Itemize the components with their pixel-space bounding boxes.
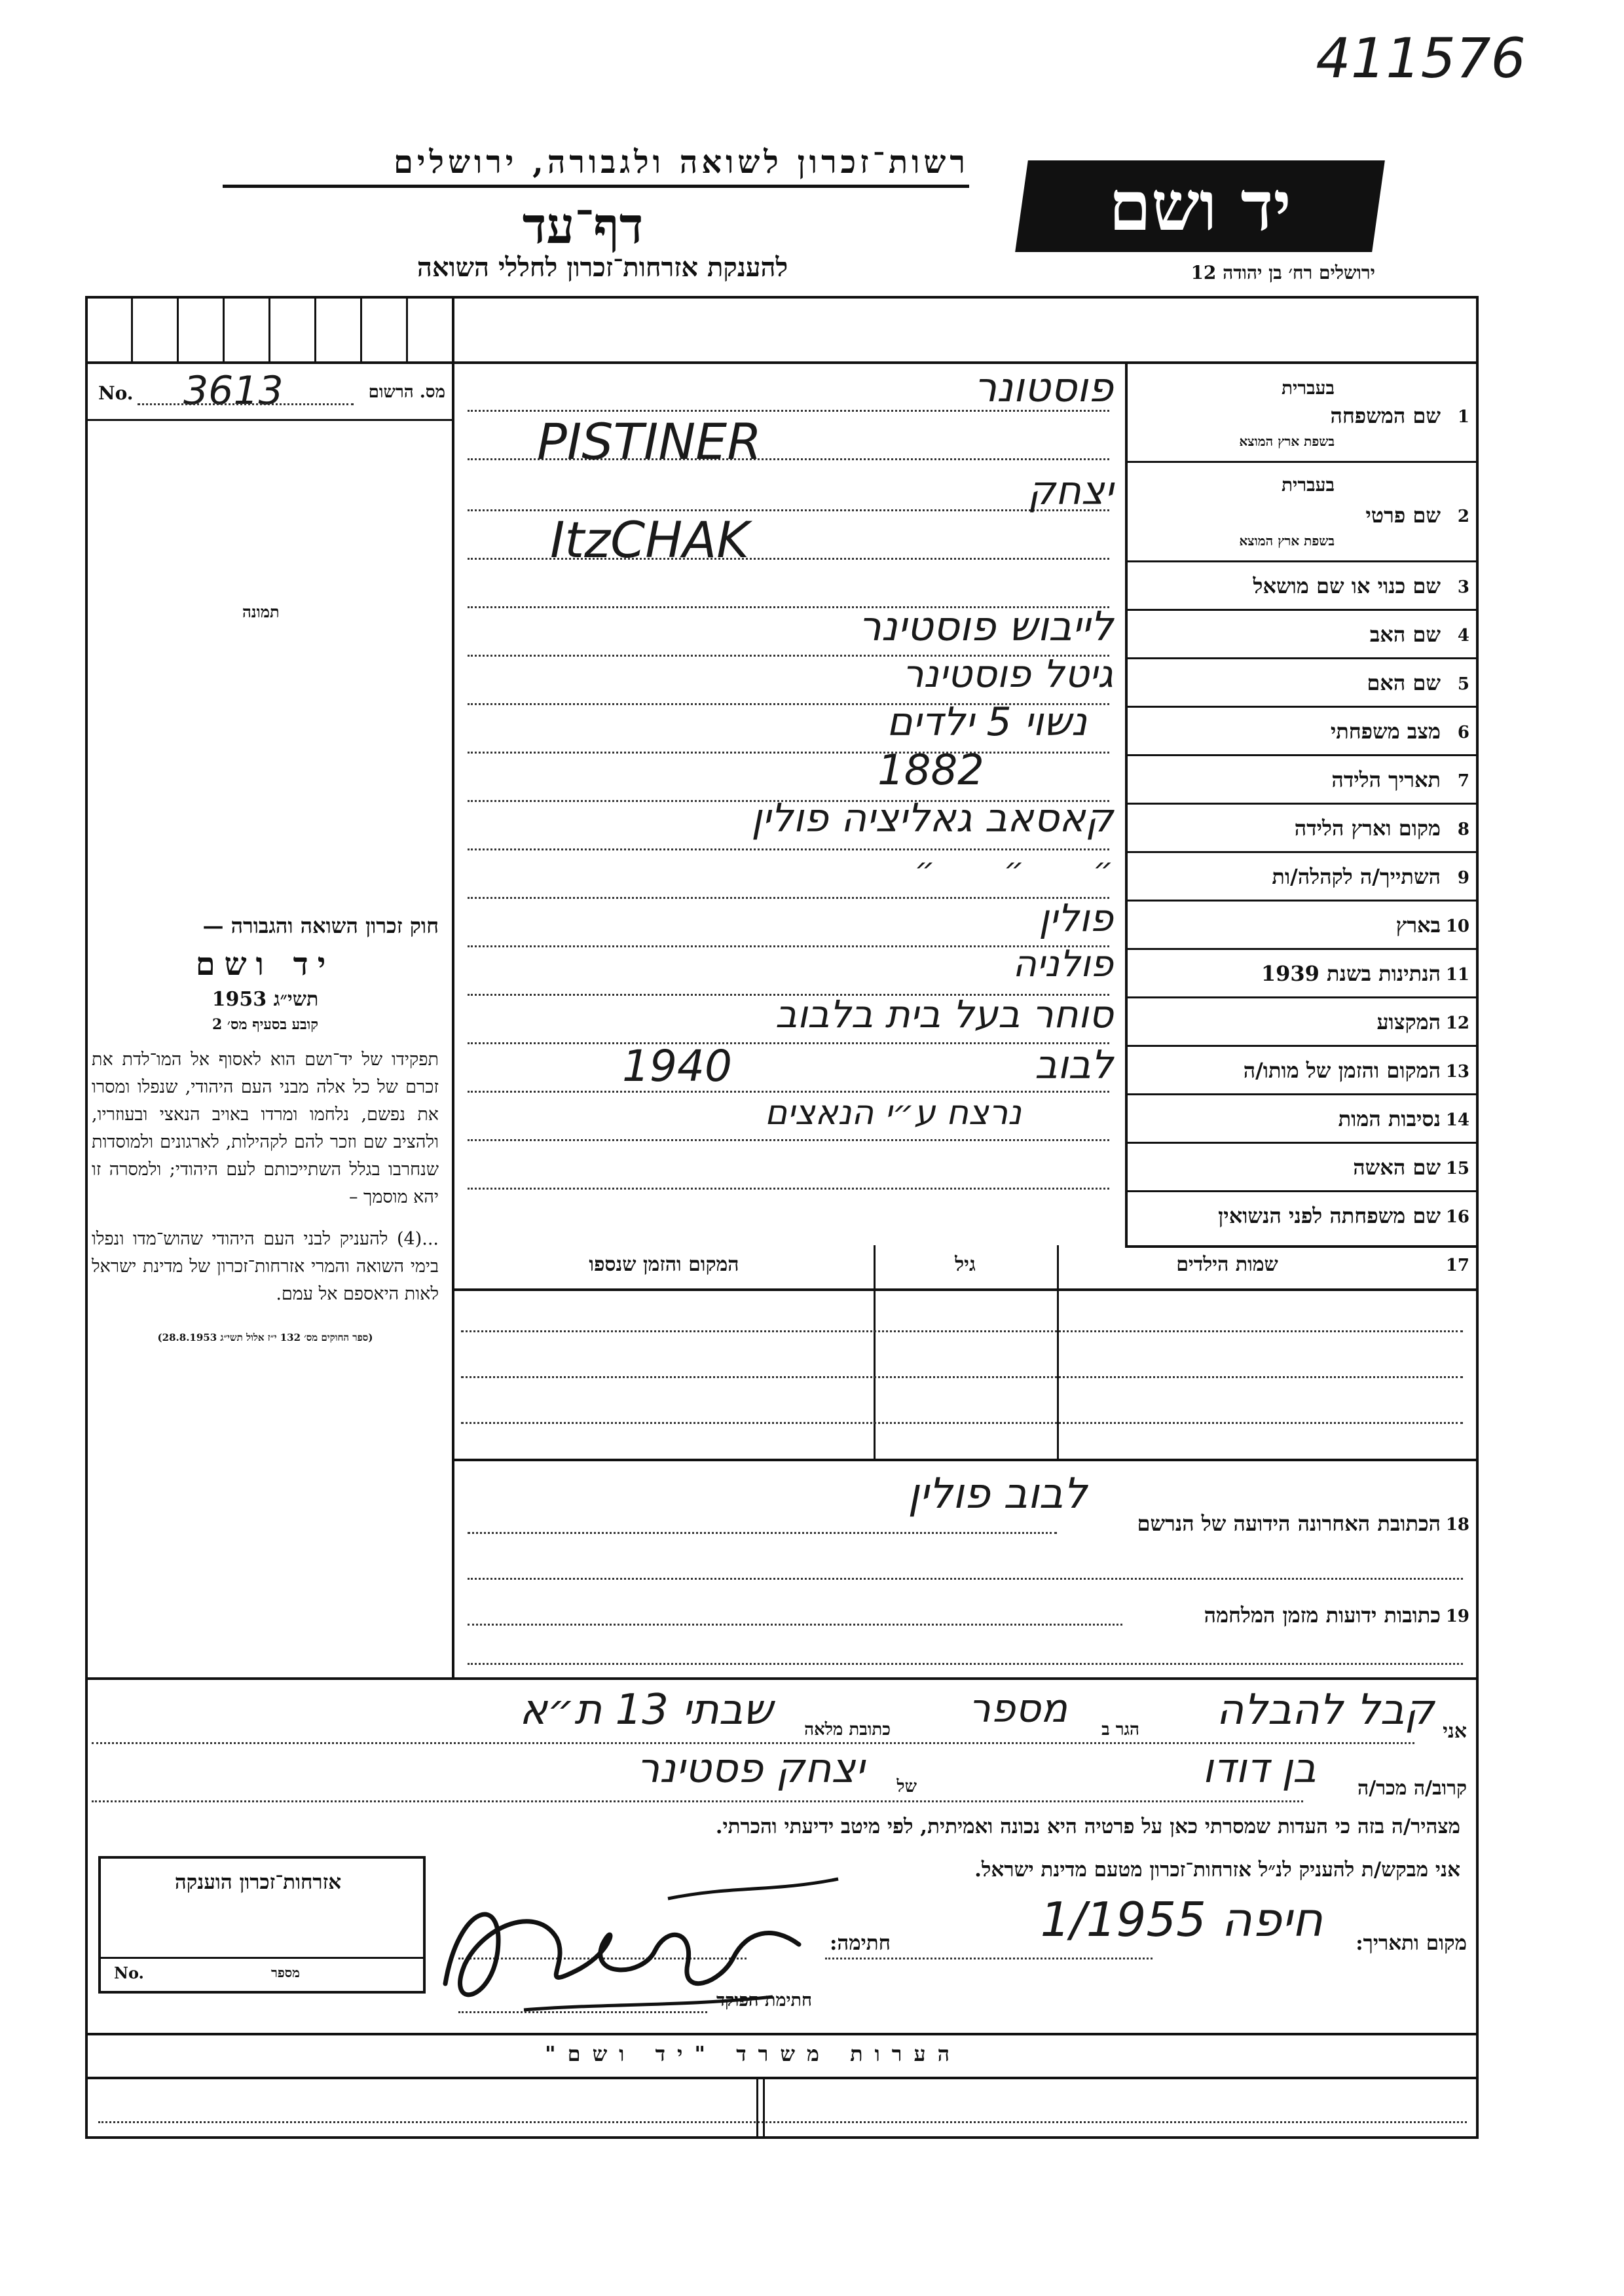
field-19-extra-line [468,1663,1463,1665]
declaration-row-2 [92,1744,1467,1807]
field-18-extra-line [468,1578,1463,1580]
field-16-label: 16 שם משפחתה לפני הנשואין [1125,1190,1479,1248]
surname-local: PISTINER [537,412,762,471]
of-label: של [896,1777,917,1796]
field-18-label: הכתובת האחרונה הידועה של הנרשם [1137,1511,1441,1536]
full-address: שבתי 13 ת״א [519,1686,773,1734]
field-5-label: 5 שם האם [1125,657,1479,708]
field-18 [454,1506,1479,1539]
of-name: יצחק פסטינר [637,1744,864,1792]
top-grid-cells [131,296,458,361]
resides-city: מספר [968,1686,1067,1732]
field-11-label: 11 הנתינות בשנת 1939 [1125,948,1479,998]
field-4-label: 4 שם האב [1125,609,1479,659]
resides-label: הגר ב [1101,1720,1139,1740]
office-notes-top-line [85,2033,1479,2035]
field-labels [1125,361,1479,1245]
given-name-local: ItzCHAK [550,511,750,569]
field-18-n: 18 [1445,1515,1469,1535]
citizenship-box-no: No. [114,1963,144,1982]
mother-name: גיטל פוסטינר [902,651,1113,696]
law-name: יד ושם [195,946,335,983]
community: ״ ״ ״ [914,851,1113,888]
full-address-label: כתובת מלאה [804,1720,891,1740]
citizenship-1939: פולניה [1012,943,1113,985]
citizenship-box-number-label: מספר [271,1965,300,1980]
field-7-label: 7 תאריך הלידה [1125,754,1479,805]
children-col-age: גיל [955,1253,976,1276]
children-col-names: שמות הילדים [1176,1253,1278,1276]
office-notes-title: הערות משרד "יד ושם" [544,2041,962,2066]
birth-place: קאסאב גאליציה פולין [751,795,1113,841]
request-text: אני מבקש/ת להעניק לנ״ל אזרחות־זכרון מטעם מדינת ישראל. [974,1858,1460,1882]
given-name-hebrew: יצחק [1027,468,1113,514]
field-13-label: 13 המקום והזמן של מותו/ה [1125,1045,1479,1095]
law-para-2: ...(4) להעניק לבני העם היהודי שהוש־מדו ונפלו בימי השואה והמרי אזרחות־זכרון של מדינת ישראל לאות היאספם אל עמם. [92,1229,439,1304]
official-signature-label: חתימת הפוקד [716,1990,812,2011]
authority-title: רשות־זכרון לשואה ולגבורה, ירושלים [223,144,969,188]
official-signature-line [458,2011,707,2013]
father-name: לייבוש פוסטינר [858,602,1113,650]
place-date-value: חיפה 1/1955 [1040,1892,1323,1947]
registration-prefix: No. [98,382,134,404]
declaration-text: מצהיר/ה בזה כי העדות שמסרתי כאן על פרטיה היא נכונה ואמיתית, לפי מיטב ידיעתי והכרתי. [715,1815,1460,1838]
law-block [92,913,439,1344]
field-19-label: כתובות ידועות מזמן המלחמה [1204,1603,1441,1628]
declarant-name: קבל להבלה [1216,1686,1434,1734]
place-date-label: מקום ותאריך: [1356,1931,1467,1955]
field-2-label: 2 שם פרטי בעברית בשפת ארץ המוצא [1125,461,1479,562]
yad-vashem-logo [1015,160,1385,252]
surname-hebrew: פוסטונר [974,363,1113,411]
relation-value: בן דודו [1202,1744,1316,1792]
declaration-divider [85,1677,1479,1680]
citizenship-box-title: אזרחות־זכרון הוענקה [174,1870,342,1894]
registration-line [85,419,454,421]
children-col-place: המקום והזמן שנספו [589,1253,739,1276]
death-circumstances: נרצח ע״י הנאצים [764,1093,1022,1133]
field-1-label: 1 שם המשפחה בעברית בשפת ארץ המוצא [1125,361,1479,463]
law-title: חוק זכרון השואה והגבורה — [202,913,439,938]
field-19-n: 19 [1445,1607,1469,1626]
archive-number: 411576 [1316,26,1526,90]
office-notes-mark-1 [756,2079,758,2138]
field-14-label: 14 נסיבות המות [1125,1093,1479,1144]
field-9-label: 9 השתייך/ה לקהלה/ות [1125,851,1479,902]
field-3-label: 3 שם כנוי או שם מושאל [1125,560,1479,611]
form-subtitle: להענקת אזרחות־זכרון לחללי השואה [416,252,788,283]
field-15-label: 15 שם האשה [1125,1142,1479,1192]
registration-label: מס. הרשום [368,382,445,402]
death-place: לבוב [1035,1042,1113,1088]
birth-date: 1882 [877,746,984,795]
declarant-ani: אני [1443,1720,1467,1743]
law-para-1: תפקידו של יד־ושם הוא לאסוף אל המו־לדת את זכרם של כל אלה מבני העם היהודי, שנפלו ומסרו את נפשם, נלחמו ומרדו באויב הנאצי ובעוזריו, ולהציב שם וזכר להם לקהילות, לארגונים ולמוסדות שנחרבו בגלל השתייכותם לעם היהודי; ולמסרה זו יהא מוסמך – [92,1049,439,1207]
field-8-label: 8 מקום וארץ הלידה [1125,803,1479,853]
law-clause: קובע בסעיף מס׳ 2 [212,1016,319,1033]
registration-value: 3613 [183,368,284,414]
field-19 [454,1597,1479,1630]
law-year: תשי״ג 1953 [212,988,319,1011]
field-10-label: 10 בארץ [1125,900,1479,950]
registration [98,368,445,414]
field-12-label: 12 המקצוע [1125,996,1479,1047]
profession: סוחר בעל בית בלבוב [775,992,1113,1036]
logo-text: יד ושם [1109,166,1291,246]
death-date: 1940 [622,1041,732,1091]
photo-label: תמונה [242,602,280,621]
marital-status: נשוי 5 ילדים [886,699,1087,745]
office-notes-mark-2 [763,2079,765,2138]
office-notes-bottom-line [85,2077,1479,2079]
signature-label: חתימה: [829,1931,891,1955]
logo-address: ירושלים רח׳ בן יהודה 12 [1190,262,1375,283]
country: פולין [1039,896,1113,940]
last-address-value: לבוב פולין [908,1470,1087,1518]
office-notes-line [98,2121,1467,2123]
declaration-row-1 [92,1686,1467,1745]
field-6-label: 6 מצב משפחתי [1125,706,1479,756]
children-n: 17 [1445,1256,1469,1275]
relation-label: קרוב/ה מכר/ה [1357,1777,1467,1800]
citizenship-box [98,1856,426,1994]
children-table [454,1245,1479,1461]
law-footnote: (ספר החוקים מס׳ 132 י״ז אלול תשי״ג 28.8.1953) [157,1332,373,1343]
form-title: דף־עד [522,196,644,255]
